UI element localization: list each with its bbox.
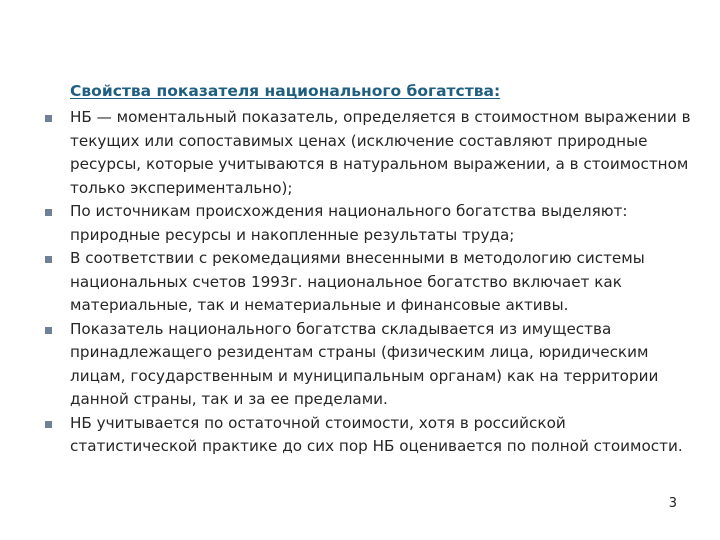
bullet-text-2: По источникам происхождения национального богатства выделяют: природные ресурсы и накопленные результаты труда; (70, 202, 628, 244)
bullet-item-2 (0, 200, 720, 247)
bullet-item-5 (0, 412, 720, 459)
square-bullet-icon (45, 209, 52, 216)
square-bullet-icon (45, 115, 52, 122)
square-bullet-icon (45, 256, 52, 263)
bullet-list (0, 106, 720, 459)
slide-heading: Свойства показателя национального богатства: (70, 82, 501, 100)
bullet-text-5: НБ учитывается по остаточной стоимости, хотя в российской статистической практике до сих пор НБ оценивается по полной стоимости. (70, 413, 683, 455)
bullet-text-3: В соответствии с рекомедациями внесенными в методологию системы национальных счетов 1993г. национальное богатство включает как материальные, так и нематериальные и финансовые активы. (70, 249, 645, 314)
bullet-item-3 (0, 247, 720, 318)
bullet-item-1 (0, 106, 720, 200)
page-number: 3 (668, 496, 677, 511)
bullet-item-4 (0, 318, 720, 412)
square-bullet-icon (45, 421, 52, 428)
bullet-text-1: НБ — моментальный показатель, определяется в стоимостном выражении в текущих или сопоставимых ценах (исключение составляют природные ресурсы, которые учитываются в натуральном выражении, а в стоимостном только экспериментально); (70, 108, 691, 197)
square-bullet-icon (45, 327, 52, 334)
bullet-text-4: Показатель национального богатства складывается из имущества принадлежащего резидентам страны (физическим лица, юридическим лицам, государственным и муниципальным органам) как на территории данной страны, так и за ее пределами. (70, 319, 659, 408)
